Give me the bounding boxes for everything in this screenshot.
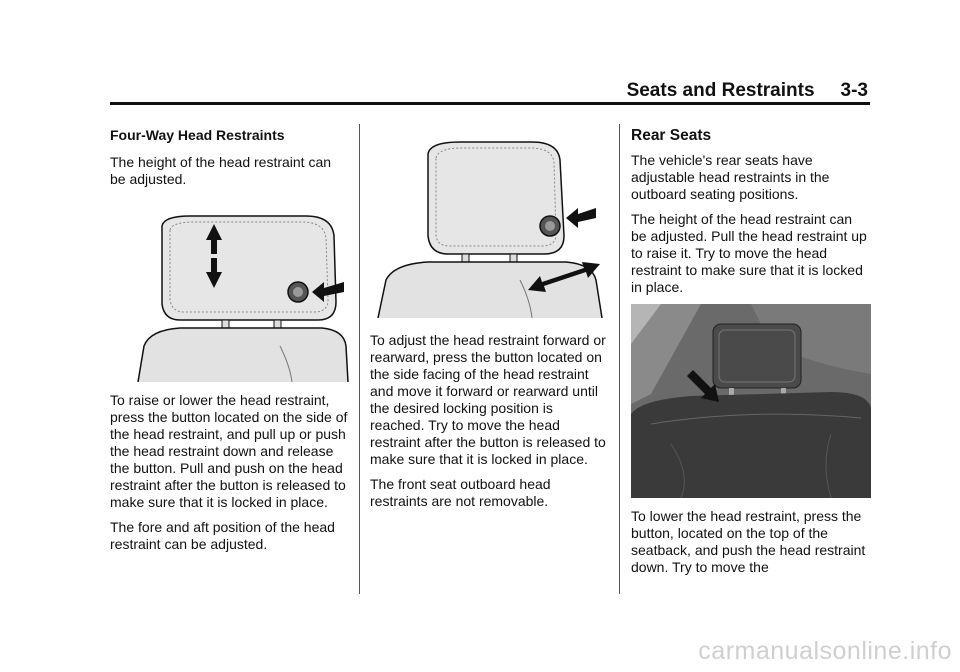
page-header	[627, 80, 868, 102]
paragraph: The front seat outboard head restraints are not removable.	[370, 476, 551, 509]
header-rule	[110, 102, 870, 105]
paragraph: To lower the head restraint, press the button, located on the top of the seatback, and push the head restraint down. Try to move the	[631, 508, 866, 575]
watermark: carmanualsonline.info	[698, 637, 952, 665]
page-number: 3-3	[840, 80, 868, 101]
heading-rear-seats: Rear Seats	[631, 127, 712, 144]
paragraph: The height of the head restraint can be adjusted. Pull the head restraint up to raise it. Try to move the head restraint to make sure that it is locked in place.	[631, 211, 867, 295]
rear-seat-head-restraint-photo	[631, 304, 871, 498]
head-restraint-height-illustration	[110, 196, 350, 382]
column-1	[110, 127, 350, 561]
paragraph: To raise or lower the head restraint, press the button located on the side of the head restraint, and pull up or push the head restraint down and release the button. Pull and push on the head restraint after the button is released to make sure that it is locked in place.	[110, 392, 348, 510]
column-divider-1	[359, 124, 360, 594]
paragraph: To adjust the head restraint forward or rearward, press the button located on the side facing of the head restraint and move it forward or rearward until the desired locking position is reached. Try to move the head restraint after the button is released to make sure that it is locked in place.	[370, 332, 606, 467]
section-title: Seats and Restraints	[626, 80, 815, 101]
head-restraint-forward-illustration	[370, 140, 610, 318]
column-2	[370, 140, 610, 518]
paragraph: The height of the head restraint can be adjusted.	[110, 154, 332, 187]
subheading-four-way: Four-Way Head Restraints	[110, 127, 285, 143]
column-3	[631, 127, 871, 584]
column-divider-2	[619, 124, 620, 594]
paragraph: The vehicle's rear seats have adjustable head restraints in the outboard seating positions.	[631, 152, 830, 202]
paragraph: The fore and aft position of the head restraint can be adjusted.	[110, 519, 335, 552]
